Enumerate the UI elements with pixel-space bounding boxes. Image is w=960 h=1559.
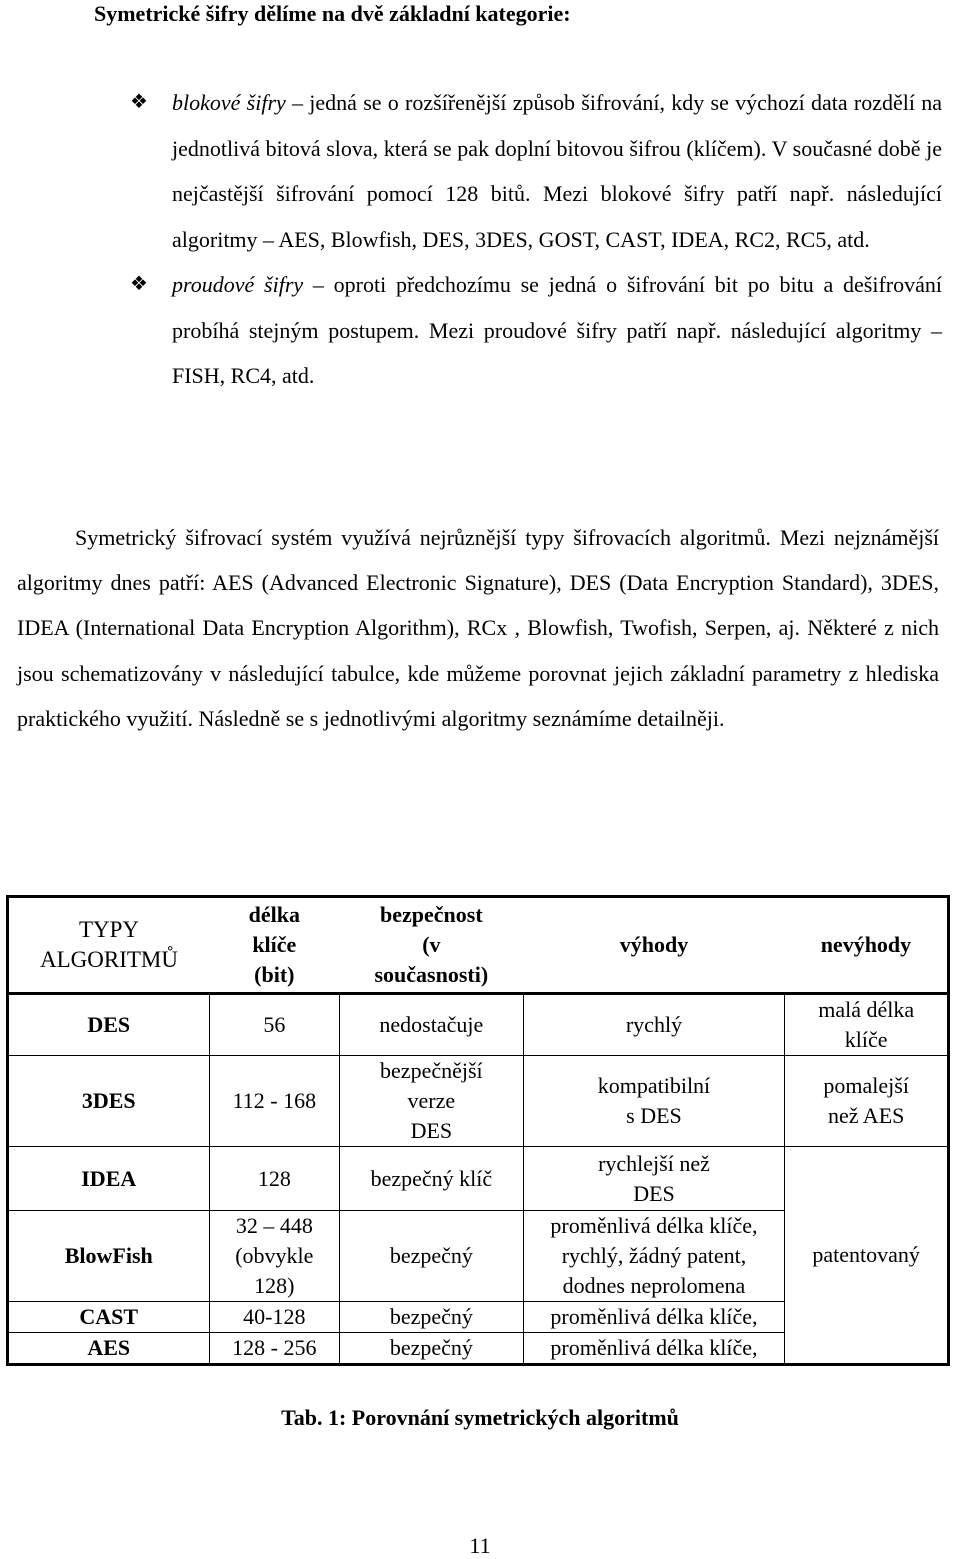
pros-cell: proměnlivá délka klíče, — [523, 1333, 785, 1365]
pros-cell: proměnlivá délka klíče, rychlý, žádný patent, dodnes neprolomena — [523, 1211, 785, 1302]
cons-cell: patentovaný — [785, 1147, 949, 1365]
key-length-cell: 56 — [209, 994, 340, 1056]
header-cell: bezpečnost (v současnosti) — [340, 897, 523, 994]
algo-name-cell: CAST — [8, 1302, 210, 1333]
pros-cell: kompatibilní s DES — [523, 1056, 785, 1147]
algo-name-cell: BlowFish — [8, 1211, 210, 1302]
security-cell: bezpečnější verze DES — [340, 1056, 523, 1147]
security-cell: bezpečný — [340, 1333, 523, 1365]
header-cell: nevýhody — [785, 897, 949, 994]
section-heading: Symetrické šifry dělíme na dvě základní kategorie: — [94, 1, 571, 26]
table-row — [8, 994, 949, 1056]
diamond-bullet-icon: ❖ — [130, 91, 148, 113]
comparison-table — [6, 895, 950, 1366]
key-length-cell: 112 - 168 — [209, 1056, 340, 1147]
algo-name-cell: AES — [8, 1333, 210, 1365]
security-cell: bezpečný klíč — [340, 1147, 523, 1211]
pros-cell: proměnlivá délka klíče, — [523, 1302, 785, 1333]
algo-name-cell: 3DES — [8, 1056, 210, 1147]
cons-cell: malá délka klíče — [785, 994, 949, 1056]
pros-cell: rychlý — [523, 994, 785, 1056]
algo-name-cell: DES — [8, 994, 210, 1056]
pros-cell: rychlejší než DES — [523, 1147, 785, 1211]
key-length-cell: 32 – 448 (obvykle 128) — [209, 1211, 340, 1302]
key-length-cell: 128 — [209, 1147, 340, 1211]
header-cell: výhody — [523, 897, 785, 994]
cons-cell: pomalejší než AES — [785, 1056, 949, 1147]
bullet-list — [130, 80, 942, 399]
algo-name-cell: IDEA — [8, 1147, 210, 1211]
page-number: 11 — [469, 1533, 491, 1558]
header-cell: délka klíče (bit) — [209, 897, 340, 994]
table-caption: Tab. 1: Porovnání symetrických algoritmů — [281, 1405, 679, 1430]
body-paragraph: Symetrický šifrovací systém využívá nejrůznější typy šifrovacích algoritmů. Mezi nejznámější algoritmy dnes patří: AES (Advanced Electronic Signature), DES (Data Encryption Standard), 3DES, IDEA (International Data Encryption Algorithm), RCx , Blowfish, Twofish, Serpen, aj. Některé z nich jsou schematizovány v následující tabulce, kde můžeme porovnat jejich základní parametry z hlediska praktického využití. Následně se s jednotlivými algoritmy seznámíme detailněji. — [17, 525, 939, 731]
table-header-row — [8, 897, 949, 994]
security-cell: nedostačuje — [340, 994, 523, 1056]
table-row — [8, 1056, 949, 1147]
table-row — [8, 1147, 949, 1211]
bullet-term: blokové šifry — [172, 90, 286, 115]
bullet-text: – jedná se o rozšířenější způsob šifrování, kdy se výchozí data rozdělí na jednotlivá bitová slova, která se pak doplní bitovou šifrou (klíčem). V současné době je nejčastější šifrování pomocí 128 bitů. Mezi blokové šifry patří např. následující algoritmy – AES, Blowfish, DES, 3DES, GOST, CAST, IDEA, RC2, RC5, atd. — [172, 90, 942, 252]
bullet-item-stream-ciphers — [130, 262, 942, 399]
bullet-text: – oproti předchozímu se jedná o šifrování bit po bitu a dešifrování probíhá stejným postupem. Mezi proudové šifry patří např. následující algoritmy – FISH, RC4, atd. — [172, 272, 943, 388]
security-cell: bezpečný — [340, 1211, 523, 1302]
key-length-cell: 128 - 256 — [209, 1333, 340, 1365]
diamond-bullet-icon: ❖ — [130, 273, 148, 295]
bullet-item-block-ciphers — [130, 80, 942, 262]
key-length-cell: 40-128 — [209, 1302, 340, 1333]
bullet-term: proudové šifry — [172, 272, 304, 297]
header-cell: TYPY ALGORITMŮ — [8, 897, 210, 994]
security-cell: bezpečný — [340, 1302, 523, 1333]
